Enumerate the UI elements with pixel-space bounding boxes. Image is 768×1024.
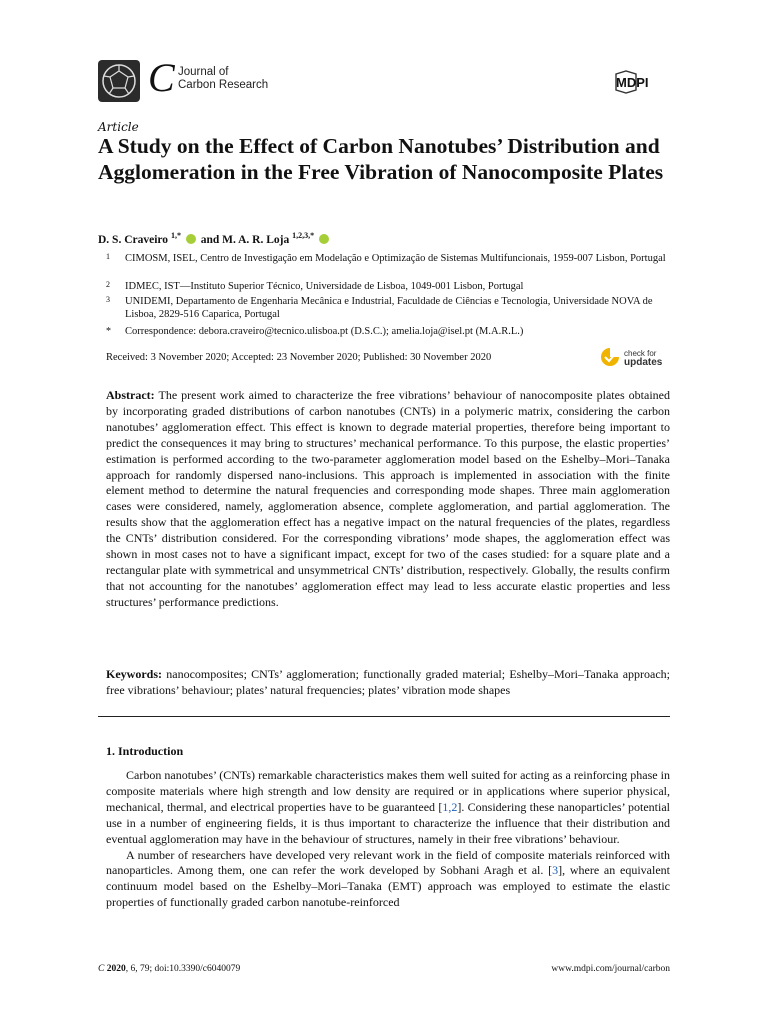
keywords: [106, 666, 670, 698]
paragraph-text: ]. Considering these nanoparticles’ potential use in a number of engineering fields, it is thus important to characterize the influence that their distribution and eventual agglomeration may have in the behaviour of structures, namely in their free vibrations’ behaviour.: [106, 799, 670, 846]
footer-url[interactable]: www.mdpi.com/journal/carbon: [551, 964, 670, 974]
citation-link[interactable]: 1,2: [442, 799, 458, 814]
publisher-name: MDPI: [616, 75, 649, 90]
article-title: A Study on the Effect of Carbon Nanotubes’ Distribution and Agglomeration in the Free Vibration of Nanocomposite Plates: [98, 134, 664, 184]
abstract-text: The present work aimed to characterize the free vibrations’ behaviour of nanocomposite plates obtained by incorporating graded distributions of carbon nanotubes (CNTs) in a polymeric matrix, considering the carbon nanotubes’ agglomeration effect. This effect is known to degrade material properties, therefore being important to predict the consequences it may bring to structures’ mechanical performance. To this purpose, the elastic properties’ estimation is performed according to the two-parameter agglomeration model based on the Eshelby–Mori–Tanaka approach for randomly dispersed nano-inclusions. This approach is implemented in association with the finite element method to determine the natural frequencies and corresponding mode shapes. Three main agglomeration cases were considered, namely, agglomeration absence, complete agglomeration, and partial agglomeration. The results show that the agglomeration effect has a negative impact on the natural frequencies of the plates, regardless the CNTs’ distribution considered. For the corresponding vibrations’ mode shapes, the agglomeration effect was shown in most cases not to have a significant impact, except for two of the cases studied: for a square plate and a rectangular plate with symmetrical and unsymmetrical CNTs’ distribution, respectively. Globally, the results confirm that not accounting for the nanotubes’ agglomeration effect may lead to less accurate elastic properties and less structures’ performance predictions.: [106, 388, 670, 609]
paragraph-text: ], where an equivalent continuum model based on the Eshelby–Mori–Tanaka (EMT) approach was employed to estimate the elastic properties of functionally graded carbon nanotube-reinforced: [106, 863, 670, 910]
authors-and: and: [200, 233, 220, 246]
keywords-label: Keywords:: [106, 667, 162, 681]
footer-journal: C: [98, 964, 105, 974]
journal-logo: [98, 60, 140, 102]
article-type-label: Article: [98, 120, 139, 134]
author-1-affiliations: 1,*: [170, 231, 181, 240]
affiliation-text: UNIDEMI, Departamento de Engenharia Mecânica e Industrial, Faculdade de Ciências e Tecnologia, Universidade NOVA de Lisboa, 2829-516 Caparica, Portugal: [125, 296, 653, 320]
check-updates-icon: [600, 347, 620, 369]
abstract-label: Abstract:: [106, 388, 155, 402]
paragraph: [106, 848, 670, 912]
journal-letter: C: [148, 55, 175, 100]
section-divider: [98, 716, 670, 717]
affiliation-text: IDMEC, IST—Instituto Superior Técnico, Universidade de Lisboa, 1049-001 Lisbon, Portugal: [125, 281, 524, 292]
orcid-icon[interactable]: [186, 234, 196, 244]
publication-dates: Received: 3 November 2020; Accepted: 23 November 2020; Published: 30 November 2020: [106, 352, 492, 363]
affiliation-text: CIMOSM, ISEL, Centro de Investigação em Modelação e Optimização de Sistemas Multifuncionais, 1959-007 Lisbon, Portugal: [125, 253, 666, 264]
footer-doi[interactable]: , 6, 79; doi:10.3390/c6040079: [125, 964, 241, 974]
author-2-affiliations: 1,2,3,*: [292, 231, 315, 240]
check-updates-text: [624, 349, 662, 367]
affiliation-3: [98, 295, 668, 321]
correspondence: [98, 325, 668, 338]
journal-name: [178, 66, 268, 92]
footer-citation: [98, 964, 240, 974]
affiliation-2: [98, 280, 668, 293]
section-heading: 1. Introduction: [106, 744, 184, 758]
introduction-body: [106, 768, 670, 911]
correspondence-text[interactable]: Correspondence: debora.craveiro@tecnico.ulisboa.pt (D.S.C.); amelia.loja@isel.pt (M.A.R.L.): [125, 326, 524, 337]
orcid-icon[interactable]: [319, 234, 329, 244]
journal-name-line2: Carbon Research: [178, 79, 269, 91]
author-2[interactable]: M. A. R. Loja: [222, 233, 290, 246]
author-list: [98, 229, 331, 247]
check-updates-line2: updates: [624, 357, 663, 368]
journal-name-line1: Journal of: [178, 66, 229, 78]
footer-year: 2020: [106, 964, 126, 974]
affiliation-number: 2: [106, 280, 110, 289]
keywords-text: nanocomposites; CNTs’ agglomeration; functionally graded material; Eshelby–Mori–Tanaka approach; free vibrations’ behaviour; plates’ natural frequencies; plates’ vibration mode shapes: [106, 667, 671, 697]
affiliation-1: [98, 252, 668, 265]
abstract: [106, 388, 670, 611]
correspondence-marker: *: [106, 326, 111, 337]
check-for-updates-badge[interactable]: [600, 347, 672, 371]
check-updates-line1: check for: [624, 349, 657, 358]
paragraph: [106, 768, 670, 848]
affiliation-number: 1: [106, 252, 110, 261]
paragraph-text: Carbon nanotubes’ (CNTs) remarkable characteristics makes them well suited for acting as a reinforcing phase in composite materials where high strength and low density are required or in applications where superior physical, mechanical, thermal, and electrical properties have to be guaranteed [: [106, 768, 670, 814]
paragraph-text: A number of researchers have developed very relevant work in the field of composite materials reinforced with nanoparticles. Among them, one can refer the work developed by Sobhani Aragh et al. [: [106, 847, 670, 878]
mdpi-logo: [612, 70, 668, 94]
citation-link[interactable]: 3: [552, 863, 559, 878]
author-1[interactable]: D. S. Craveiro: [98, 233, 169, 246]
affiliation-number: 3: [106, 295, 110, 304]
